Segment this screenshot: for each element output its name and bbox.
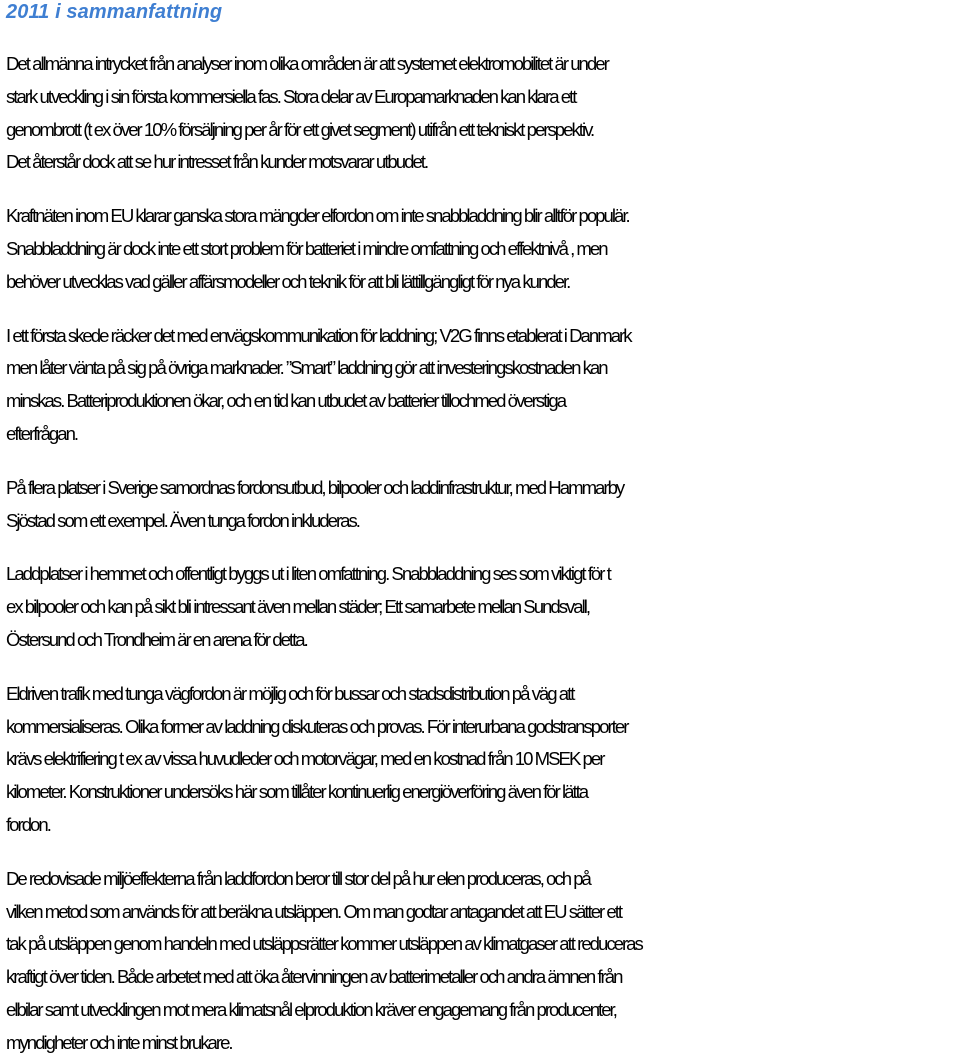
paragraph-charging-communication xyxy=(6,320,958,451)
spacer xyxy=(6,657,958,678)
spacer xyxy=(6,299,958,320)
spacer xyxy=(6,24,958,48)
text-line: krävs elektrifiering t ex av vissa huvudleder och motorvägar, med en kostnad från 10 MSEK per xyxy=(6,748,604,770)
text-line: På flera platser i Sverige samordnas fordonsutbud, bilpooler och laddinfrastruktur, med Hammarby xyxy=(6,476,624,498)
paragraph-heavy-vehicles xyxy=(6,678,958,842)
spacer xyxy=(6,842,958,863)
paragraph-environmental-effects xyxy=(6,863,958,1060)
text-line: Eldriven trafik med tunga vägfordon är möjlig och för bussar och stadsdistribution på väg att xyxy=(6,682,574,704)
paragraph-charging-points xyxy=(6,558,958,656)
text-line: kraftigt över tiden. Både arbetet med att öka återvinningen av batterimetaller och andra ämnen från xyxy=(6,966,622,988)
text-line: Det allmänna intrycket från analyser inom olika områden är att systemet elektromobilitet är under xyxy=(6,53,608,74)
text-line: genombrott (t ex över 10% försäljning per år för ett givet segment) utifrån ett tekniskt perspektiv. xyxy=(6,118,594,140)
text-line: ex bilpooler och kan på sikt bli intressant även mellan städer; Ett samarbete mellan Sundsvall, xyxy=(6,596,590,618)
text-line: vilken metod som används för att beräkna utsläppen. Om man godtar antagandet att EU sätter ett xyxy=(6,900,622,922)
text-line: Laddplatser i hemmet och offentligt byggs ut i liten omfattning. Snabbladdning ses som viktigt för t xyxy=(6,563,610,585)
text-line: Det återstår dock att se hur intresset från kunder motsvarar utbudet. xyxy=(6,151,428,173)
text-line: Kraftnäten inom EU klarar ganska stora mängder elfordon om inte snabbladdning blir alltför populär. xyxy=(6,205,629,227)
paragraph-power-grid xyxy=(6,200,958,298)
text-line: fordon. xyxy=(6,813,50,835)
text-line: De redovisade miljöeffekterna från laddfordon beror till stor del på hur elen produceras, och på xyxy=(6,867,590,889)
spacer xyxy=(6,451,958,472)
paragraph-summary-intro xyxy=(6,48,958,179)
text-line: behöver utvecklas vad gäller affärsmodeller och teknik för att bli lättillgängligt för nya kunder. xyxy=(6,270,570,292)
text-line: Östersund och Trondheim är en arena för detta. xyxy=(6,628,307,650)
text-line: elbilar samt utvecklingen mot mera klimatsnål elproduktion kräver engagemang från producenter, xyxy=(6,998,616,1020)
spacer xyxy=(6,179,958,200)
paragraph-sweden-coordination xyxy=(6,472,958,538)
document-page xyxy=(6,0,958,1060)
text-line: Snabbladdning är dock inte ett stort problem för batteriet i mindre omfattning och effektnivå , men xyxy=(6,237,607,259)
text-line: tak på utsläppen genom handeln med utsläppsrätter kommer utsläppen av klimatgaser att reduceras xyxy=(6,933,642,955)
text-line: men låter vänta på sig på övriga marknader. ”Smart” laddning gör att investeringskostnaden kan xyxy=(6,357,607,379)
text-line: I ett första skede räcker det med envägskommunikation för laddning; V2G finns etablerat i Danmark xyxy=(6,324,631,346)
spacer xyxy=(6,537,958,558)
text-line: kilometer. Konstruktioner undersöks här som tillåter kontinuerlig energiöverföring även för lätta xyxy=(6,781,588,803)
text-line: minskas. Batteriproduktionen ökar, och en tid kan utbudet av batterier tillochmed överstiga xyxy=(6,390,566,412)
text-line: myndigheter och inte minst brukare. xyxy=(6,1031,232,1053)
section-heading: 2011 i sammanfattning xyxy=(6,1,223,23)
text-line: Sjöstad som ett exempel. Även tunga fordon inkluderas. xyxy=(6,509,359,531)
text-line: stark utveckling i sin första kommersiella fas. Stora delar av Europamarknaden kan klara ett xyxy=(6,85,576,107)
text-line: efterfrågan. xyxy=(6,422,78,444)
text-line: kommersialiseras. Olika former av laddning diskuteras och provas. För interurbana godstransporter xyxy=(6,715,628,737)
